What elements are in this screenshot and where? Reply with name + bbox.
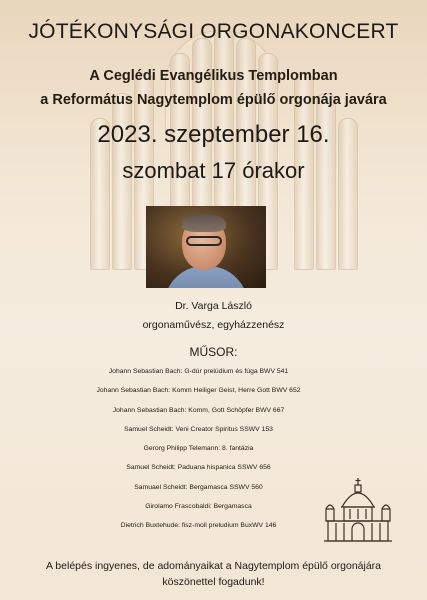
venue-line-2: a Református Nagytemplom épülő orgonája javára: [40, 92, 387, 108]
program-item: Samuel Scheidt: Veni Creator Spiritus SSWV 153: [124, 425, 273, 433]
program-item: Girolamo Frascobaldi: Bergamasca: [145, 503, 252, 511]
church-dome-icon: [322, 475, 394, 545]
footer-line-2: köszönettel fogadunk!: [162, 576, 265, 588]
venue-line-1: A Ceglédi Evangélikus Templomban: [89, 68, 338, 84]
program-item: Johann Sebastian Bach: Komm, Gott Schöpfer BWV 667: [112, 406, 285, 414]
event-date: 2023. szeptember 16.: [97, 121, 330, 148]
footer-line-1: A belépés ingyenes, de adományaikat a Nagytemplom épülő orgonájára: [45, 560, 382, 572]
program-item: Dietrich Buxtehude: fisz-moll preludium BuxWV 146: [120, 522, 277, 530]
event-time: szombat 17 órakor: [122, 158, 305, 183]
performer-photo: [146, 206, 266, 288]
performer-role: orgonaművész, egyházzenész: [142, 319, 285, 331]
program-item: Johann Sebastian Bach: Komm Heiliger Geist, Herre Gott BWV 652: [96, 387, 301, 395]
program-item: Samuel Scheidt: Paduana hispanica SSWV 656: [126, 464, 271, 472]
program-heading: MŰSOR:: [189, 345, 238, 359]
program-item: Samuael Scheidt: Bergamasca SSWV 560: [134, 483, 263, 491]
poster-title: JÓTÉKONYSÁGI ORGONAKONCERT: [28, 20, 399, 43]
performer-name: Dr. Varga László: [175, 300, 252, 312]
program-item: Gerorg Philipp Telemann: 8. fantázia: [143, 445, 254, 453]
program-item: Johann Sebastian Bach: G-dúr prelúdium és fúga BWV 541: [108, 368, 289, 375]
